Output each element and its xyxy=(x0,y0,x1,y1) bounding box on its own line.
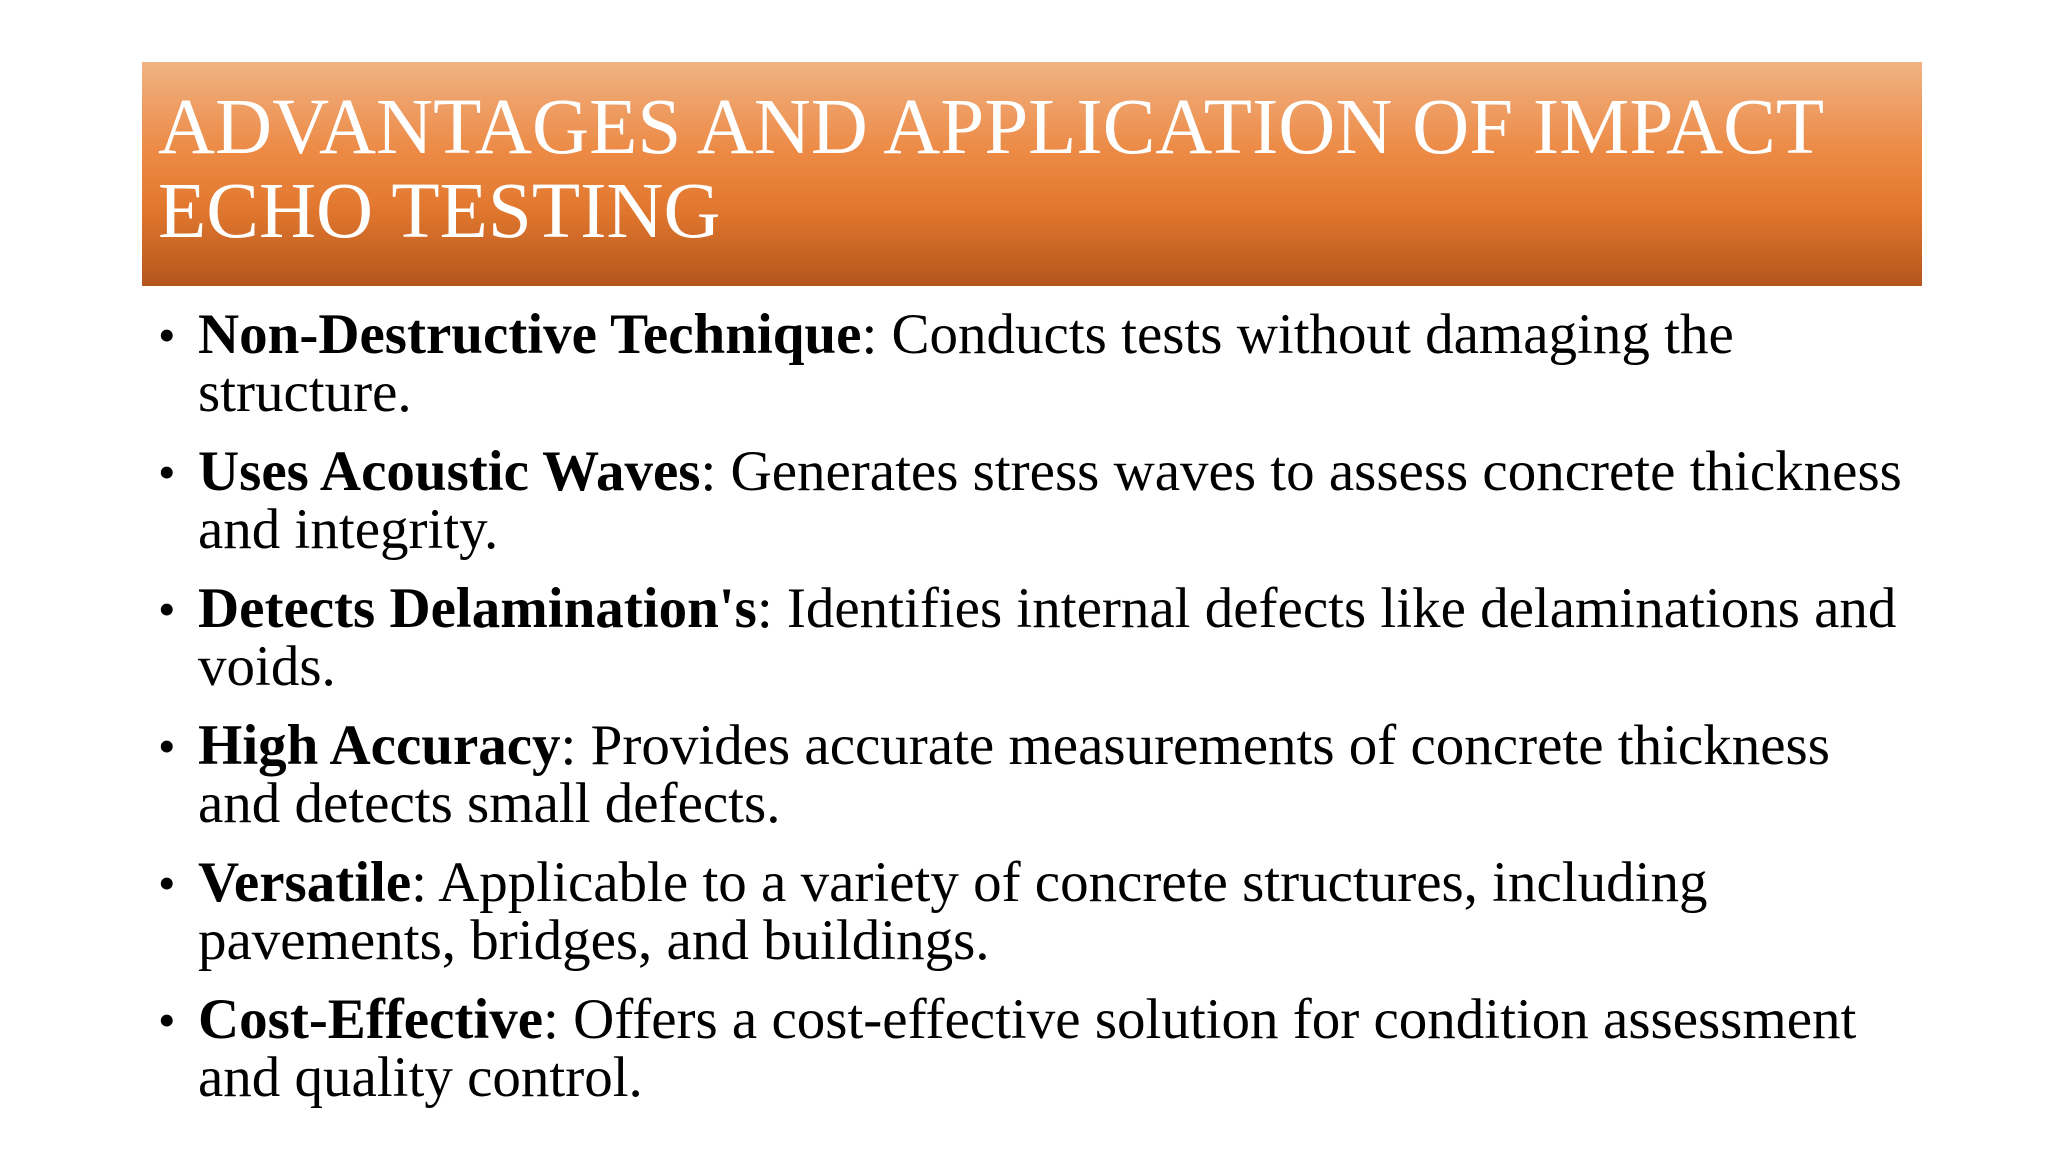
bullet-description: Identifies internal defects like delaminations and voids. xyxy=(198,577,1897,698)
list-item xyxy=(152,303,1922,424)
bullet-icon: • xyxy=(158,718,176,774)
bullet-icon: • xyxy=(158,307,176,363)
bullet-description: Applicable to a variety of concrete structures, including pavements, bridges, and buildings. xyxy=(198,851,1708,972)
bullet-separator: : xyxy=(560,714,577,777)
bullet-icon: • xyxy=(158,444,176,500)
bullet-description: Generates stress waves to assess concrete thickness and integrity. xyxy=(198,440,1902,561)
bullet-separator: : xyxy=(861,303,878,366)
slide-title: ADVANTAGES AND APPLICATION OF IMPACT ECHO TESTING xyxy=(158,84,1823,255)
bullet-description: Offers a cost-effective solution for condition assessment and quality control. xyxy=(198,988,1857,1109)
bullet-separator: : xyxy=(700,440,717,503)
bullet-description: Provides accurate measurements of concrete thickness and detects small defects. xyxy=(198,714,1830,835)
list-item xyxy=(152,714,1922,835)
title-bar xyxy=(142,62,1922,286)
list-item xyxy=(152,851,1922,972)
bullet-description: Conducts tests without damaging the structure. xyxy=(198,303,1734,424)
bullet-term: Non-Destructive Technique xyxy=(198,303,862,366)
list-item xyxy=(152,988,1922,1109)
bullet-list xyxy=(152,303,1922,1128)
bullet-term: High Accuracy xyxy=(198,714,561,777)
bullet-term: Versatile xyxy=(198,851,412,914)
bullet-separator: : xyxy=(543,988,559,1051)
bullet-icon: • xyxy=(158,581,176,637)
bullet-icon: • xyxy=(158,855,176,911)
bullet-separator: : xyxy=(756,577,773,640)
bullet-term: Cost-Effective xyxy=(198,988,544,1051)
list-item xyxy=(152,577,1922,698)
list-item xyxy=(152,440,1922,561)
bullet-term: Detects Delamination's xyxy=(198,577,757,640)
bullet-separator: : xyxy=(411,851,428,914)
bullet-term: Uses Acoustic Waves xyxy=(198,440,701,503)
bullet-icon: • xyxy=(158,992,176,1048)
